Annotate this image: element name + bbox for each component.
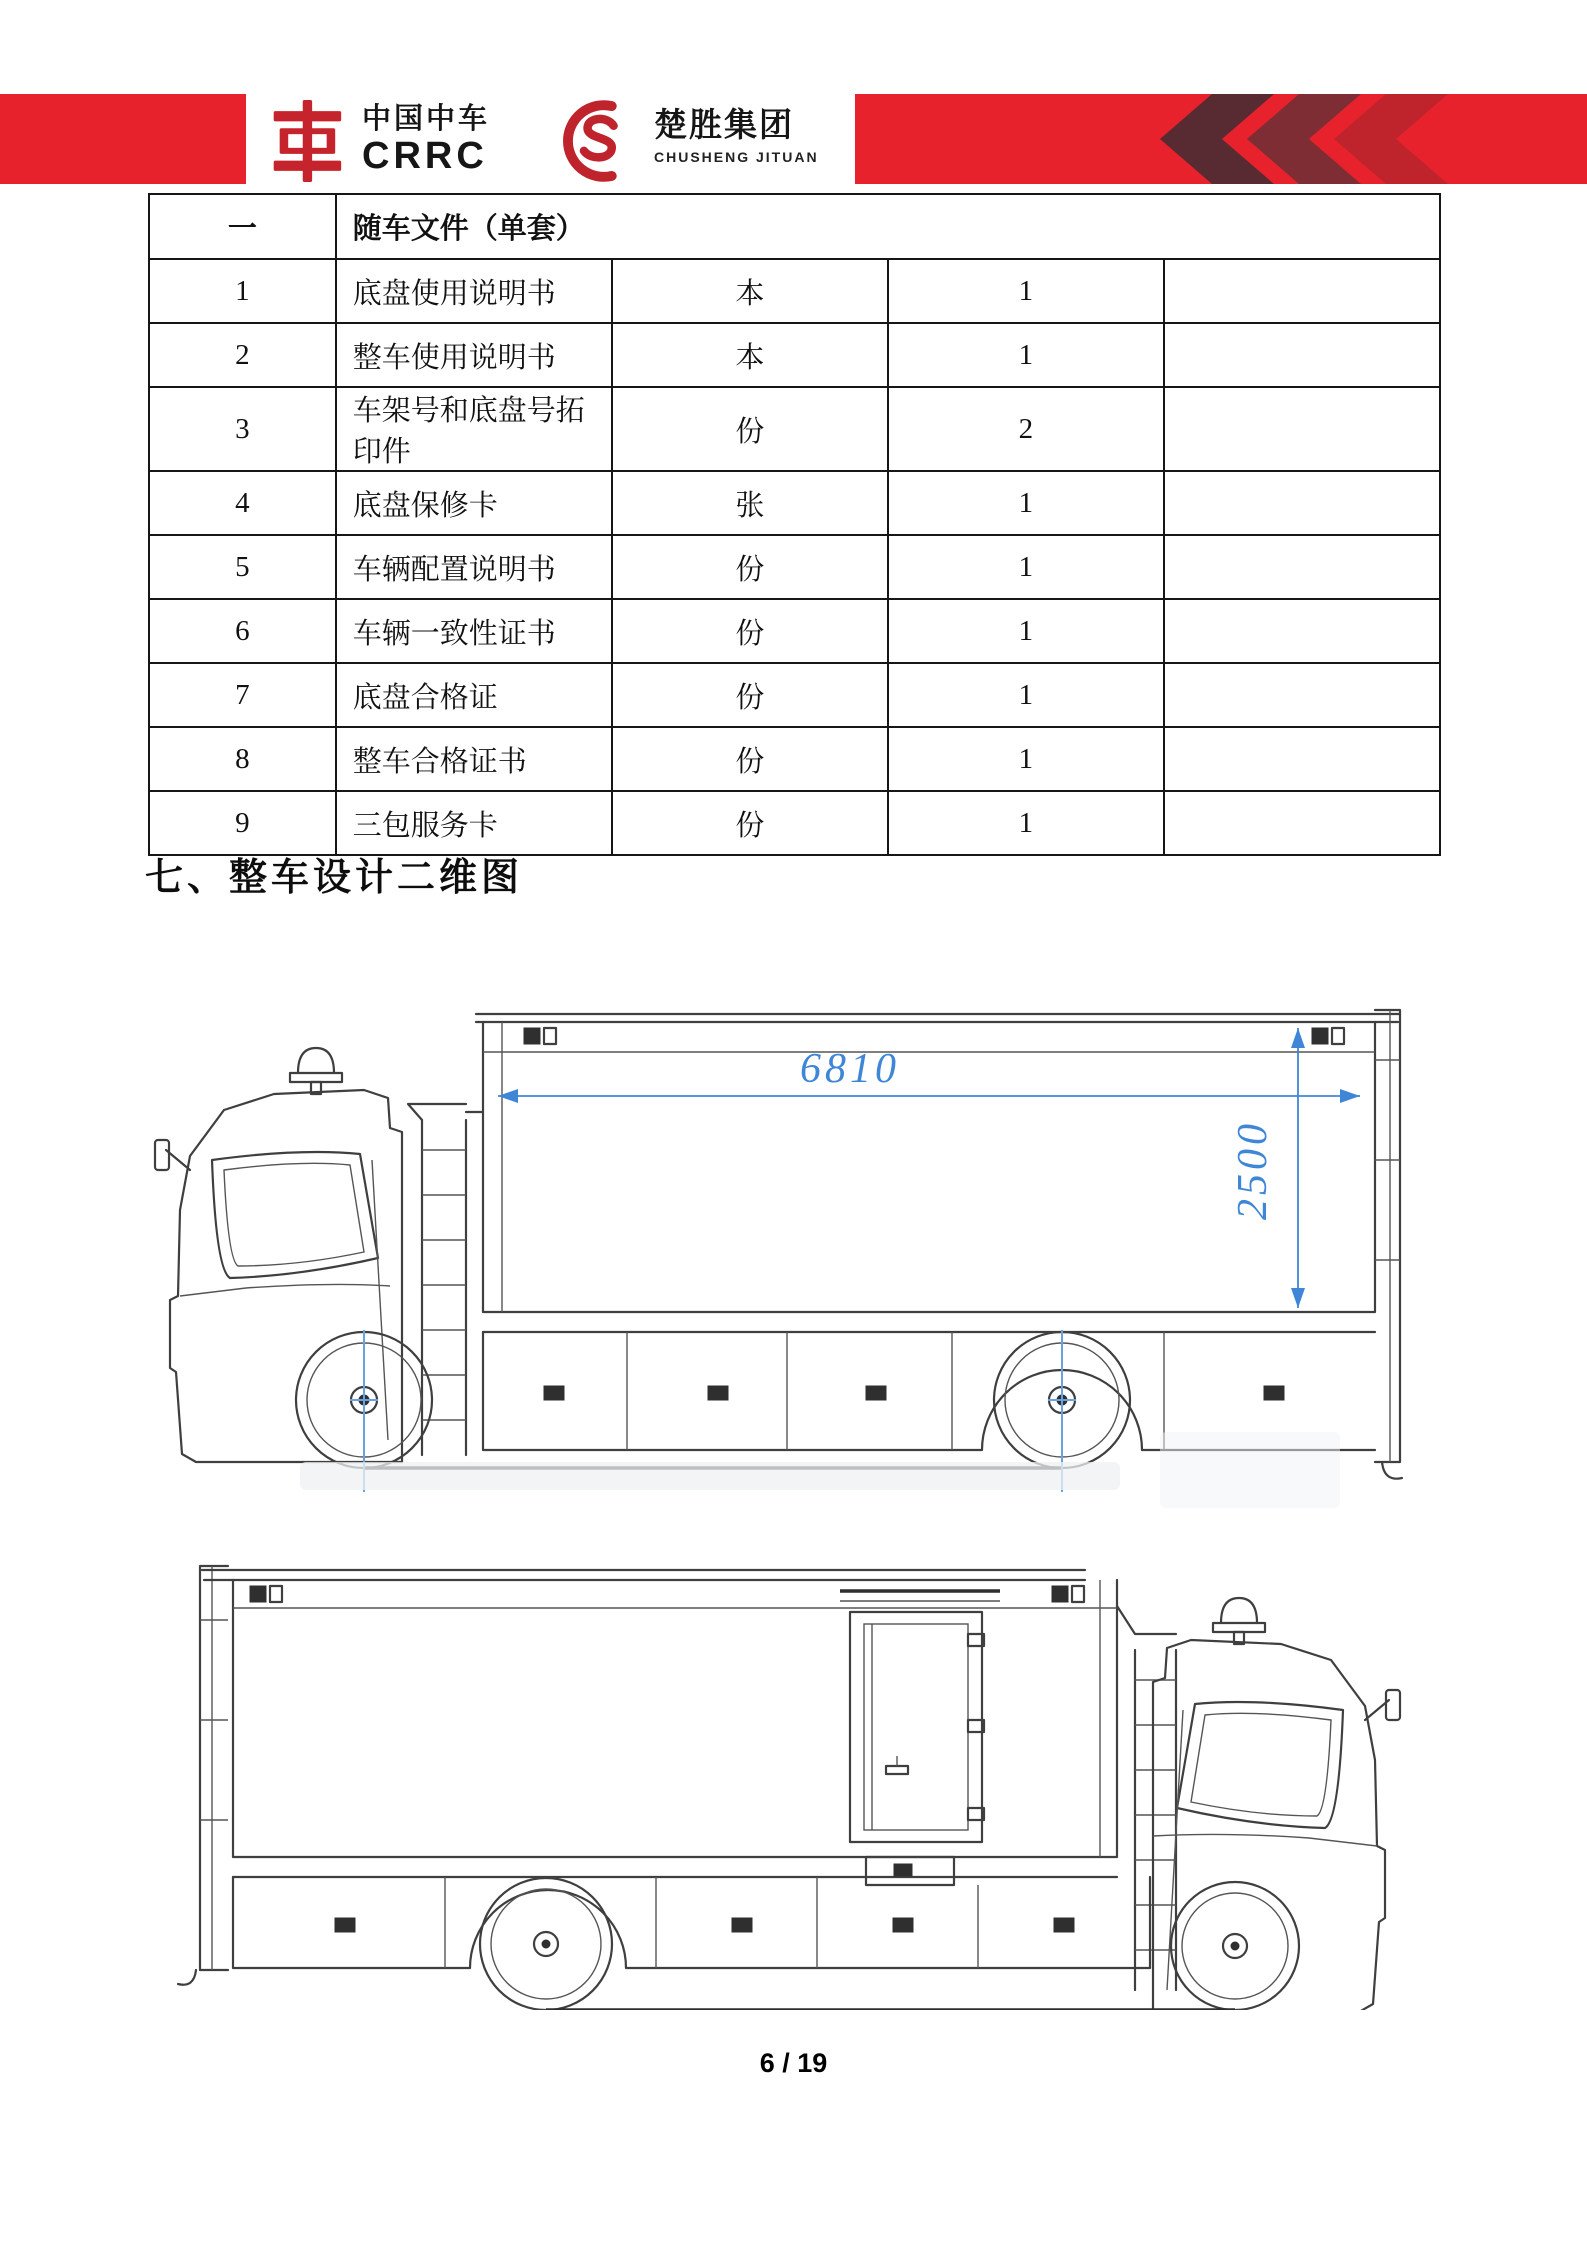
chusheng-latin-name: CHUSHENG JITUAN: [654, 149, 819, 165]
red-band-left: [0, 94, 246, 184]
door-handle: [886, 1756, 908, 1774]
table-row: [149, 387, 1440, 471]
doc-name: 车辆一致性证书: [336, 599, 612, 663]
ladder: [1117, 1606, 1176, 1990]
doc-name: 车架号和底盘号拓印件: [336, 387, 612, 471]
latch-icon: [544, 1386, 1284, 1400]
doc-unit: 份: [612, 387, 888, 471]
rear-frame: [178, 1566, 228, 1985]
section-number-cell: 一: [149, 194, 336, 259]
roof-clamp-icon: [524, 1028, 1344, 1044]
page-number: 6 / 19: [759, 2048, 828, 2078]
crrc-wordmark: [362, 102, 532, 180]
doc-name: 底盘保修卡: [336, 471, 612, 535]
row-no: 9: [149, 791, 336, 855]
doc-note: [1164, 259, 1440, 323]
side-door: [840, 1591, 1000, 1885]
brand-header-band: [0, 94, 1587, 184]
dimension-length: [498, 1046, 1360, 1103]
doc-note: [1164, 599, 1440, 663]
row-no: 6: [149, 599, 336, 663]
doc-name: 车辆配置说明书: [336, 535, 612, 599]
table-row: [149, 663, 1440, 727]
section-title-cell: 随车文件（单套）: [336, 194, 1440, 259]
row-no: 1: [149, 259, 336, 323]
row-no: 4: [149, 471, 336, 535]
doc-qty: 1: [888, 259, 1164, 323]
doc-qty: 2: [888, 387, 1164, 471]
rear-wheel: [480, 1878, 612, 2010]
length-dimension-label: 6810: [800, 1046, 900, 1092]
table-row: [149, 259, 1440, 323]
truck-side-view-cab-right: [150, 1560, 1405, 2010]
doc-qty: 1: [888, 791, 1164, 855]
height-dimension-label: 2500: [1230, 1120, 1276, 1220]
doc-name: 整车合格证书: [336, 727, 612, 791]
cab: [1153, 1598, 1400, 2010]
doc-note: [1164, 387, 1440, 471]
beacon-light: [290, 1048, 342, 1094]
doc-note: [1164, 323, 1440, 387]
doc-note: [1164, 471, 1440, 535]
scan-smudge: [1160, 1432, 1340, 1508]
doc-note: [1164, 791, 1440, 855]
doc-unit: 份: [612, 599, 888, 663]
red-band-right: [855, 94, 1587, 184]
dimension-height: [1230, 1028, 1305, 1308]
doc-qty: 1: [888, 727, 1164, 791]
front-wheel: [1171, 1882, 1299, 2010]
row-no: 2: [149, 323, 336, 387]
chusheng-wordmark: [654, 106, 854, 170]
table-row: [149, 727, 1440, 791]
mirror: [155, 1140, 169, 1170]
latch-icon: [894, 1864, 912, 1876]
logo-area: [246, 94, 855, 184]
row-no: 8: [149, 727, 336, 791]
latch-icon: [335, 1918, 1074, 1932]
rear-frame: [1375, 1010, 1402, 1479]
table-row: [149, 471, 1440, 535]
row-no: 7: [149, 663, 336, 727]
mirror: [1386, 1690, 1400, 1720]
doc-qty: 1: [888, 535, 1164, 599]
chusheng-logo-icon: [558, 98, 644, 184]
doc-note: [1164, 535, 1440, 599]
doc-name: 三包服务卡: [336, 791, 612, 855]
chusheng-chinese-name: 楚胜集团: [654, 106, 794, 143]
doc-unit: 份: [612, 727, 888, 791]
doc-name: 底盘合格证: [336, 663, 612, 727]
doc-unit: 份: [612, 535, 888, 599]
doc-qty: 1: [888, 471, 1164, 535]
doc-name: 整车使用说明书: [336, 323, 612, 387]
doc-unit: 份: [612, 791, 888, 855]
crrc-logo-icon: [266, 100, 348, 182]
scan-smudge: [300, 1462, 1120, 1490]
crrc-chinese-name: 中国中车: [362, 103, 491, 135]
truck-side-view-cab-left: [150, 1000, 1405, 1500]
accompanying-documents-table: [148, 193, 1441, 856]
row-no: 5: [149, 535, 336, 599]
chevron-decoration-icon: [855, 94, 1587, 184]
doc-note: [1164, 727, 1440, 791]
doc-unit: 张: [612, 471, 888, 535]
doc-unit: 本: [612, 323, 888, 387]
beacon-light: [1213, 1598, 1265, 1644]
table-row: [149, 323, 1440, 387]
doc-unit: 份: [612, 663, 888, 727]
doc-qty: 1: [888, 599, 1164, 663]
doc-qty: 1: [888, 323, 1164, 387]
table-row: [149, 599, 1440, 663]
doc-note: [1164, 663, 1440, 727]
section-heading: 七、整车设计二维图: [145, 857, 524, 899]
crrc-latin-name: CRRC: [362, 135, 488, 177]
row-no: 3: [149, 387, 336, 471]
cargo-box: [202, 1570, 1117, 1877]
doc-qty: 1: [888, 663, 1164, 727]
ladder: [408, 1104, 483, 1455]
table-row: [149, 194, 1440, 259]
table-row: [149, 535, 1440, 599]
skirt-panels: [233, 1877, 1150, 1968]
doc-unit: 本: [612, 259, 888, 323]
doc-name: 底盘使用说明书: [336, 259, 612, 323]
roof-clamp-icon: [250, 1586, 1084, 1602]
